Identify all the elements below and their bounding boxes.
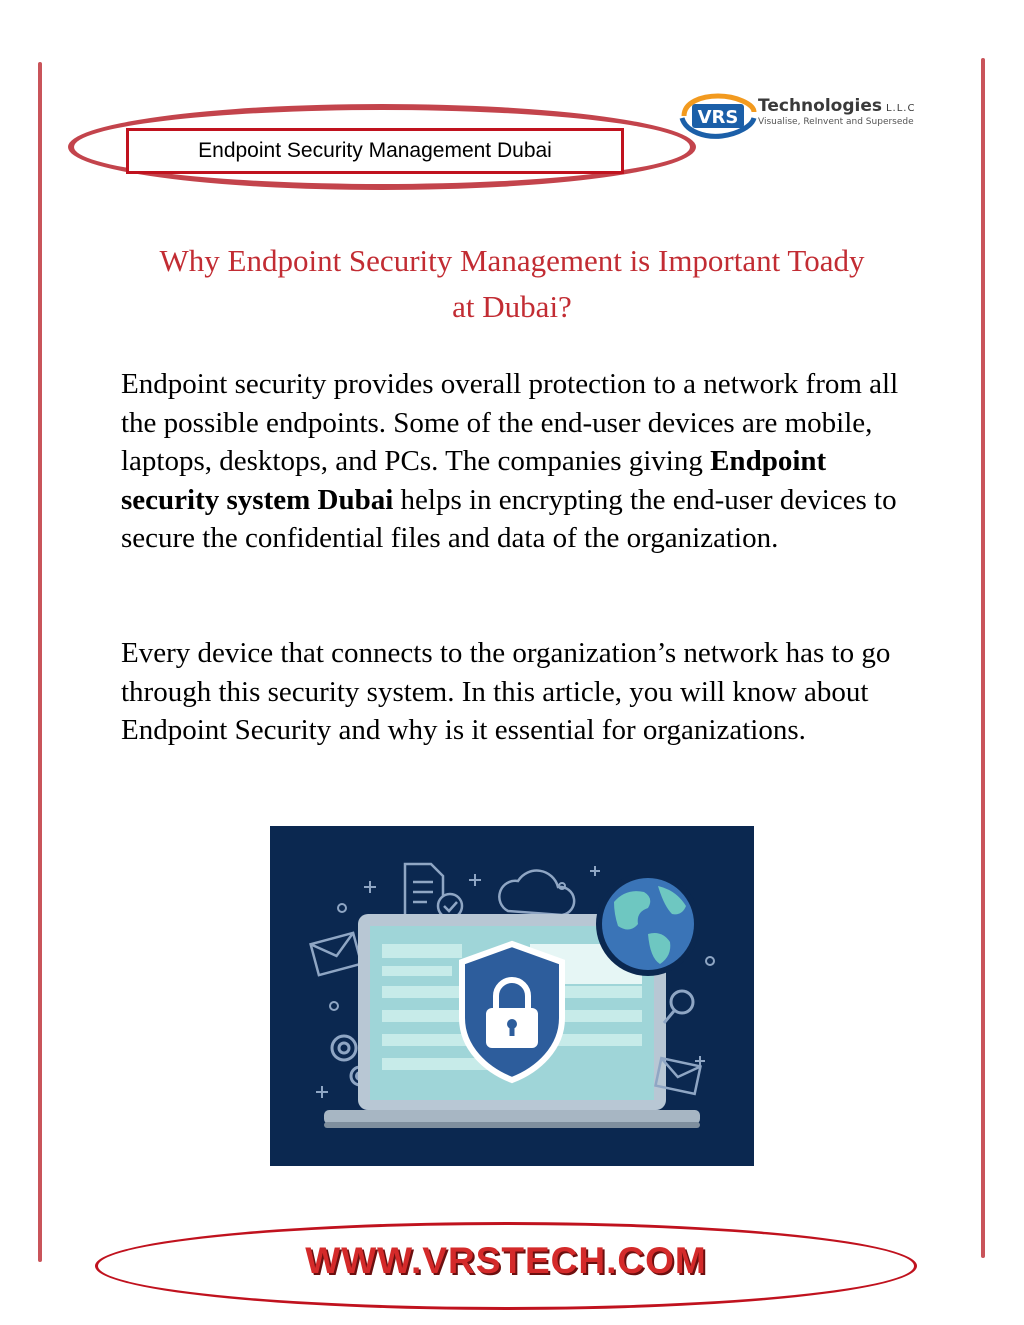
right-border-line	[981, 58, 985, 1258]
logo-name: Technologies	[758, 96, 882, 116]
logo-mark-icon	[678, 92, 758, 140]
endpoint-security-illustration	[270, 826, 754, 1166]
logo-tagline: Visualise, ReInvent and Supersede	[758, 117, 914, 127]
website-link[interactable]: WWW.VRSTECH.COM	[305, 1240, 707, 1281]
article-heading	[110, 238, 914, 330]
svg-text:VRS: VRS	[697, 107, 739, 128]
paragraph-1-text-a: Endpoint security provides overall protection to a network from all the possible endpoints. Some of the end-user devices are mobile, laptops, desktops, and PCs. The companies giving	[121, 368, 899, 478]
header-title-box	[126, 128, 624, 174]
heading-line-1: Why Endpoint Security Management is Important Toady	[159, 243, 865, 278]
paragraph-1-bold-keyword: Endpoint security system Dubai	[121, 445, 827, 516]
left-border-line	[38, 62, 42, 1262]
paragraph-1-text-b: helps in encrypting the end-user devices to secure the confidential files and data of the organization.	[121, 483, 897, 555]
paragraph-2: Every device that connects to the organization’s network has to go through this security system. In this article, you will know about Endpoint Security and why is it essential for organizations.	[121, 637, 891, 747]
heading-line-2: at Dubai?	[452, 289, 572, 324]
company-logo	[678, 92, 916, 140]
logo-suffix: L.L.C	[885, 103, 916, 114]
paragraph-1	[121, 365, 921, 558]
globe-icon	[596, 872, 700, 976]
header-title: Endpoint Security Management Dubai	[198, 139, 552, 162]
